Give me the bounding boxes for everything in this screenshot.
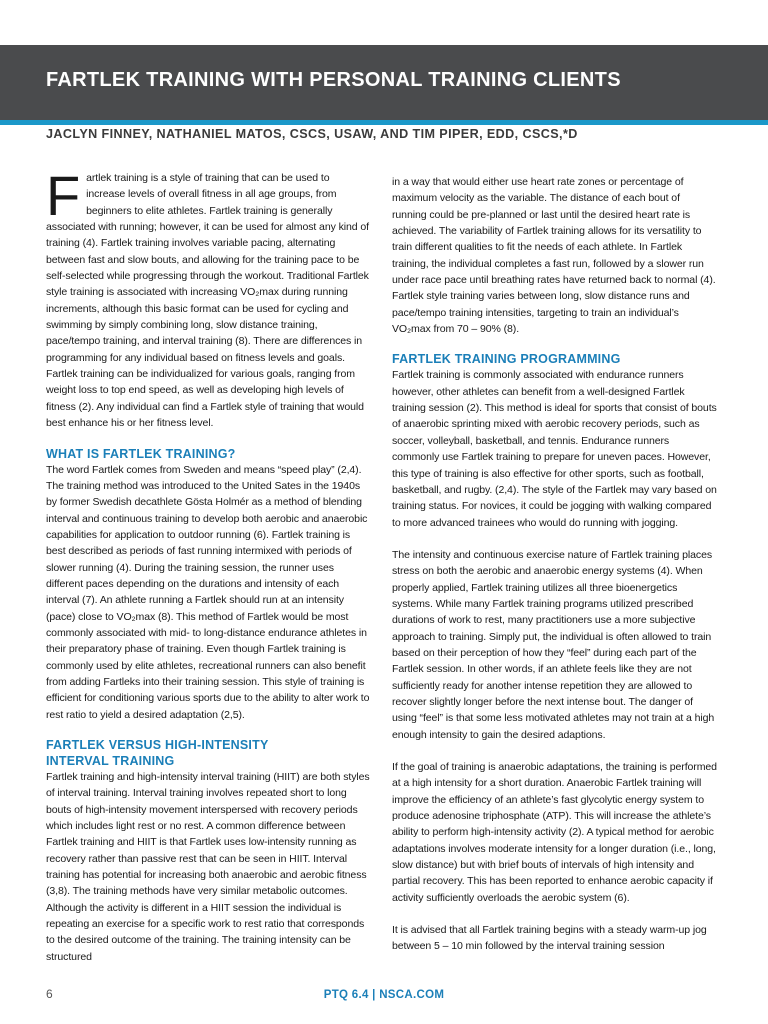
heading-what-is-fartlek: WHAT IS FARTLEK TRAINING? xyxy=(46,446,236,461)
heading-fartlek-vs-hiit-line2: INTERVAL TRAINING xyxy=(46,754,175,768)
intro-paragraph xyxy=(46,164,371,432)
heading-fartlek-programming: FARTLEK TRAINING PROGRAMMING xyxy=(392,352,621,367)
paragraph-what-is-fartlek: The word Fartlek comes from Sweden and means “speed play” (2,4). The training method was introduced to the United Sates in the 1940s by former Swedish decathlete Gösta Holmér as a method of blending interval and continuous training to develop both aerobic and anaerobic capabilities for application to outdoor running (6). Fartlek training is best described as periods of fast running intermixed with periods of slower running (4). During the training session, the runner uses different paces depending on the durations and intensity of each interval (7). An athlete running a Fartlek should run at an intensity (pace) close to VO₂max (8). This method of Fartlek would be most commonly associated with mid- to long-distance endurance athletes in their preparatory phase of training. Even though Fartlek training is commonly used by elite athletes, recreational runners can also benefit from adding Fartleks into their training session. This style of training is efficient for conditioning various sports due to the ability to alter work to rest ratio to yield a desired adaptation (2,5). xyxy=(46,463,370,721)
right-column xyxy=(392,174,717,955)
intro-text: artlek training is a style of training that can be used to increase levels of overall fitness in all age groups, from beginners to elite athletes. Fartlek training is generally associated with running; however, it can be used for almost any kind of training (4). Fartlek training involves variable pacing, alternating between fast and slow bouts, and allowing for the training pace to be self-selected while progressing through the workout. Traditional Fartlek style training is associated with increasing VO₂max during running increments, although this basic format can be used for cycling and swimming by simply combining long, slow distance training, pace/tempo training, and interval training (8). There are differences in programming for any individual based on fitness levels and goals. Fartlek training can be individualized for various goals, ranging from weight loss to top end speed, as well as developing high levels of fitness (2). Any individual can find a Fartlek style of training that would best enhance his or her fitness level. xyxy=(46,172,369,430)
footer-journal-link[interactable]: PTQ 6.4 | NSCA.COM xyxy=(323,989,445,1001)
paragraph-warmup: It is advised that all Fartlek training begins with a steady warm-up jog between 5 – 10 min followed by the interval training session xyxy=(392,924,707,953)
accent-rule xyxy=(0,120,768,125)
heading-fartlek-vs-hiit-line1: FARTLEK VERSUS HIGH-INTENSITY xyxy=(46,738,269,752)
paragraph-programming: Fartlek training is commonly associated with endurance runners however, other athletes can benefit from a well-designed Fartlek training session (2). This method is ideal for sports that consist of bouts of anaerobic sprinting mixed with aerobic recovery periods, such as soccer, volleyball, basketball, and tennis. Endurance runners commonly use Fartlek training to prepare for uneven paces. However, this type of training is also effective for other sports, such as football, basketball, and rugby. (2,4). The style of the Fartlek may vary based on training status. For novices, it could be jogging with walking compared to more advanced trainees who would do running with jogging. xyxy=(392,369,717,529)
article-authors: JACLYN FINNEY, NATHANIEL MATOS, CSCS, USAW, AND TIM PIPER, EDD, CSCS,*D xyxy=(46,127,578,141)
drop-cap: F xyxy=(46,164,81,227)
paragraph-fartlek-vs-hiit: Fartlek training and high-intensity interval training (HIIT) are both styles of interval training. Interval training involves repeated short to long bouts of high-intensity movement interspersed with recovery periods which includes light rest or no rest. A common difference between Fartlek training and HIIT is that Fartlek uses low-intensity running as recovery rather than passive rest that can be seen in HIIT. Interval training has potential for increasing both anaerobic and aerobic fitness (3,8). The training methods have very similar metabolic outcomes. Although the activity is different in a HIIT session the individual is repeating an exercise for a specific work to rest ratio that corresponds to the desired outcome of the training. The training intensity can be structured xyxy=(46,771,370,963)
paragraph-intensity: The intensity and continuous exercise nature of Fartlek training places stress on both the aerobic and anaerobic energy systems (4). When properly applied, Fartlek training utilizes all three bioenergetics systems. While many Fartlek training programs utilized prescribed durations of work to rest, many practitioners use a more subjective approach to training. Simply put, the individual is often allowed to train based on their perception of how they “feel” during each part of the Fartlek session. In other words, if an athlete feels like they are not sufficiently ready for another intense repetition they are allowed to recover slightly longer before the next intense bout. The danger of using “feel” is that some less motivated athletes may not train at a high enough intensity to gain the desired adaptions. xyxy=(392,548,715,741)
paragraph-continued: in a way that would either use heart rate zones or percentage of maximum velocity as the variable. The distance of each bout of running could be pre-planned or last until the desired heart rate is achieved. The variability of Fartlek training allows for its versatility to train different qualities to fit the needs of each athlete. In Fartlek training, the individual completes a fast run, followed by a slower run under race pace until breathing rates have returned back to normal (4). Fartlek style training varies between long, slow distance runs and pace/tempo training intensities, targeting to train an individual’s VO₂max from 70 – 90% (8). xyxy=(392,176,716,336)
page-number: 6 xyxy=(46,987,53,1001)
paragraph-anaerobic: If the goal of training is anaerobic adaptations, the training is performed at a high intensity for a short duration. Anaerobic Fartlek training will improve the efficiency of an athlete’s fast glycolytic energy system to produce adenosine triphosphate (ATP). This will increase the athlete’s ability to perform high-intensity activity (2). A typical method for aerobic adaptations involves moderate intensity for a longer duration (i.e., long, slow distance) but with brief bouts of intervals of high intensity and partial recovery. This has been reported to enhance aerobic capacity if activity sufficiently overloads the aerobic system (6). xyxy=(392,761,717,904)
left-column xyxy=(46,164,371,965)
article-title: FARTLEK TRAINING WITH PERSONAL TRAINING CLIENTS xyxy=(46,69,621,91)
